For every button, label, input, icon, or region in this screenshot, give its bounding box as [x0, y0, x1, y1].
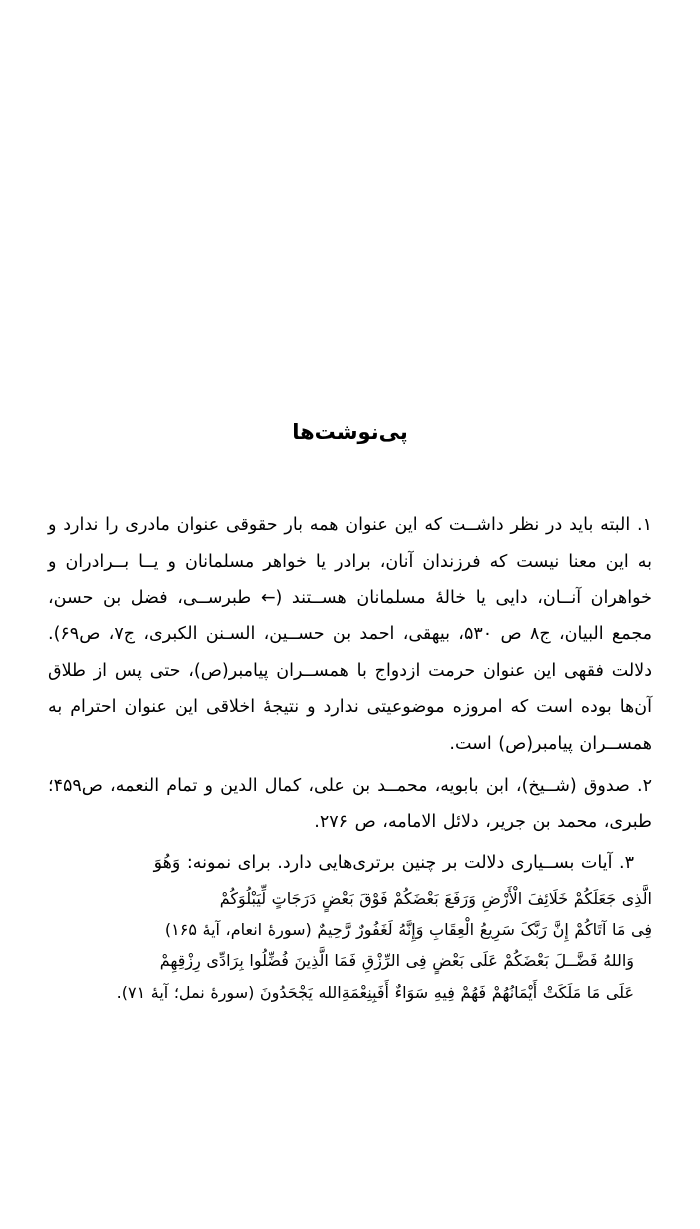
endnote-item-3: ۳. آیات بســیاری دلالت بر چنین برتری‌هایی دارد. برای نمونه: وَهُوَ — [153, 852, 634, 873]
page-title: پی‌نوشت‌ها — [292, 420, 408, 444]
quran-line: عَلَی مَا مَلَکَتْ أَیْمَانُهُمْ فَهُمْ فِیهِ سَوَاءٌ أَفَبِنِعْمَةِ‌الله یَجْحَدُونَ (سورهٔ نمل؛ آیهٔ ۷۱). — [116, 982, 634, 1002]
endnote-item-1: ۱. البته باید در نظر داشــت که این عنوان همه بار حقوقی عنوان مادری را ندارد و به این معنا نیست که فرزندان آنان، برادر یا خواهر مسلمانان و یــا بــرادران و خواهران آنــان، دایی یا خالهٔ مسلمانان هســتند (← طبرســی، فضل بن حسن، مجمع البیان، ج۸ ص ۵۳۰، بیهقی، احمد بن حســین، السـنن الکبری، ج۷، ص۶۹). دلالت فقهی این عنوان حرمت ازدواج با همســران پیامبر(ص)، حتی پس از طلاق آن‌ها بوده است که امروزه موضوعیتی ندارد و نتیجهٔ اخلاقی این عنوان احترام به همســران پیامبر(ص) است. — [48, 515, 652, 754]
quran-passage-2 — [48, 945, 652, 1007]
endnotes-list — [48, 507, 652, 1008]
quran-line: وَاللهُ فَضَّــلَ بَعْضَکُمْ عَلَی بَعْضٍ فِی الرِّزْقِ فَمَا الَّذِینَ فُضِّلُوا بِرَادِّی رِزْقِهِمْ — [159, 951, 634, 971]
quran-line: فِی مَا آتَاکُمْ إِنَّ رَبَّکَ سَرِیعُ الْعِقَابِ وَإِنَّهُ لَغَفُورٌ رَّحِیمٌ (سورهٔ انعام، آیهٔ ۱۶۵) — [164, 920, 652, 940]
quran-passage-1 — [48, 883, 652, 945]
quran-line: الَّذِی جَعَلَکُمْ خَلَائِفَ الْأَرْضِ وَرَفَعَ بَعْضَکُمْ فَوْقَ بَعْضٍ دَرَجَاتٍ لِّیَبْلُوَکُمْ — [219, 889, 652, 909]
endnote-item-2: ۲. صدوق (شــیخ)، ابن بابویه، محمــد بن علی، کمال الدین و تمام النعمه، ص۴۵۹؛ طبری، محمد بن جریر، دلائل الامامه، ص ۲۷۶. — [48, 775, 652, 833]
